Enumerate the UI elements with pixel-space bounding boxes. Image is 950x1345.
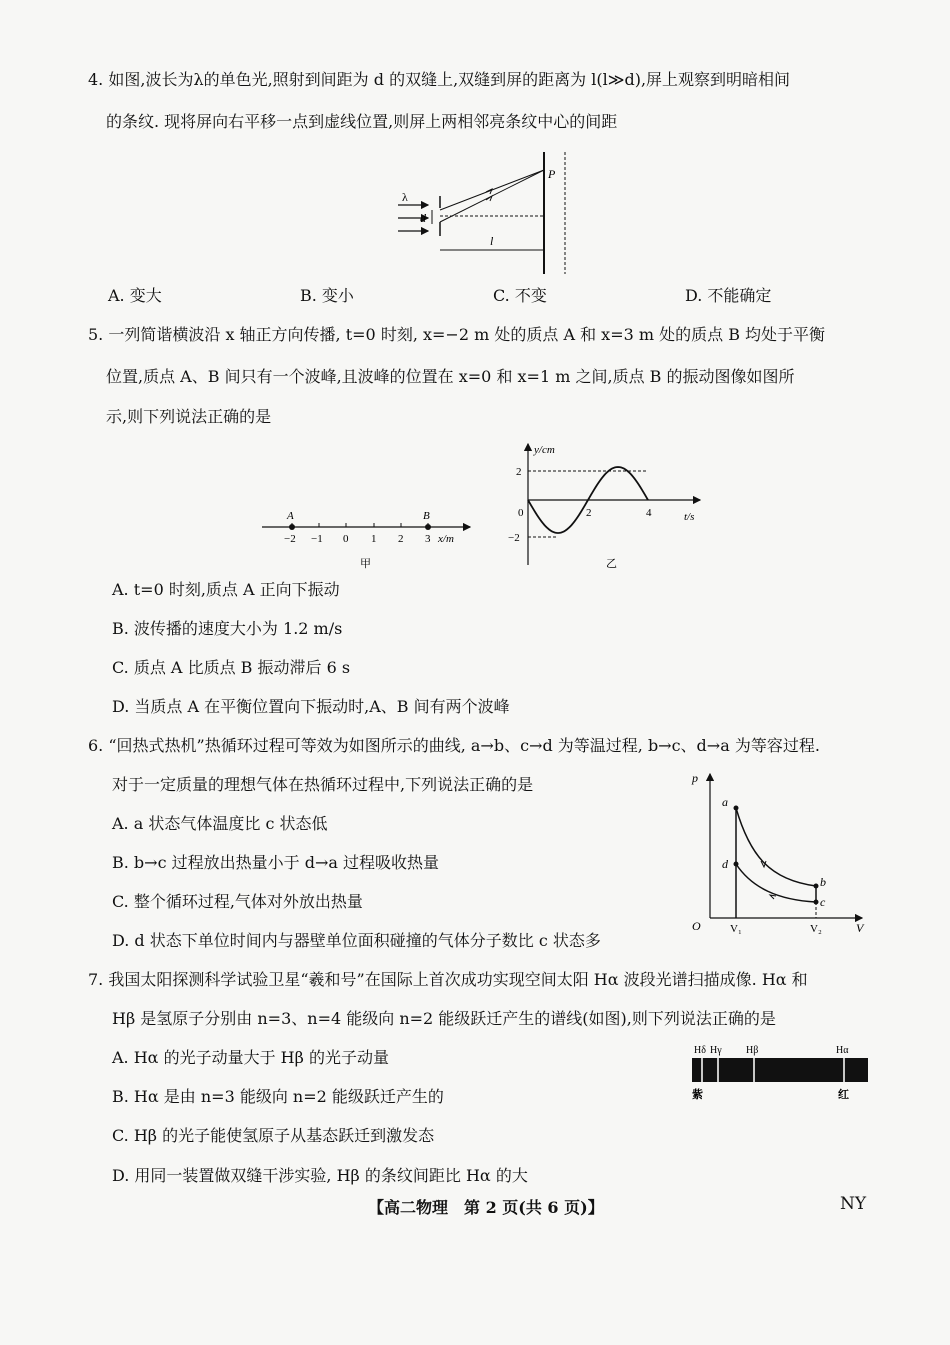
- q5-yi-y-bottom: −2: [508, 532, 520, 544]
- q7-stem-line2: Hβ 是氢原子分别由 n=3、n=4 能级向 n=2 能级跃迁产生的谱线(如图),则下列说法正确的是: [112, 1009, 776, 1028]
- q5-yi-y-label: y/cm: [534, 444, 555, 456]
- q4-l-label: l: [490, 234, 494, 248]
- q7-stem-line1: 7. 我国太阳探测科学试验卫星“羲和号”在国际上首次成功实现空间太阳 Hα 波段光谱扫描成像. Hα 和: [88, 970, 808, 989]
- q4-option-d: D. 不能确定: [685, 286, 772, 305]
- q6-state-b: b: [820, 875, 826, 889]
- q7-option-a: A. Hα 的光子动量大于 Hβ 的光子动量: [112, 1048, 389, 1067]
- q6-state-c: c: [820, 895, 826, 909]
- q5-stem-line1: 5. 一列简谐横波沿 x 轴正方向传播, t=0 时刻, x=−2 m 处的质点 A 和 x=3 m 处的质点 B 均处于平衡: [88, 325, 826, 344]
- q6-origin: O: [692, 919, 701, 933]
- page-footer-label: 【高二物理 第 2 页(共 6 页)】: [368, 1198, 604, 1217]
- q6-stem-line1: 6. “回热式热机”热循环过程可等效为如图所示的曲线, a→b、c→d 为等温过程, b→c、d→a 为等容过程.: [88, 736, 820, 755]
- q7-h-delta: Hδ: [694, 1045, 706, 1056]
- q7-option-c: C. Hβ 的光子能使氢原子从基态跃迁到激发态: [112, 1126, 435, 1145]
- q5-jia-tick: 0: [343, 533, 349, 545]
- q4-option-a: A. 变大: [108, 286, 162, 305]
- q6-stem-line2: 对于一定质量的理想气体在热循环过程中,下列说法正确的是: [112, 775, 534, 794]
- q5-option-b: B. 波传播的速度大小为 1.2 m/s: [112, 619, 343, 638]
- q5-yi-t4: 4: [646, 507, 652, 519]
- q6-p-axis: p: [692, 771, 698, 785]
- q4-d-label: d: [420, 211, 426, 225]
- q5-jia-axis-label: x/m: [438, 533, 454, 545]
- q5-jia-tick: −2: [284, 533, 296, 545]
- q5-stem-line3: 示,则下列说法正确的是: [106, 407, 272, 426]
- q4-stem-line1: 4. 如图,波长为λ的单色光,照射到间距为 d 的双缝上,双缝到屏的距离为 l(l≫d),屏上观察到明暗相间: [88, 70, 791, 89]
- q6-state-d: d: [722, 857, 728, 871]
- q7-h-alpha: Hα: [836, 1045, 849, 1056]
- q6-isotherm-cd: [736, 864, 816, 902]
- q4-p-label: P: [548, 167, 556, 181]
- q5-figure-yi: [502, 440, 712, 575]
- q5-yi-t2: 2: [586, 507, 592, 519]
- q4-lambda-label: λ: [402, 190, 408, 204]
- q6-option-c: C. 整个循环过程,气体对外放出热量: [112, 892, 363, 911]
- q5-yi-t-label: t/s: [684, 511, 695, 523]
- q5-yi-caption: 乙: [606, 558, 617, 570]
- q5-jia-tick: 1: [371, 533, 377, 545]
- q7-option-d: D. 用同一装置做双缝干涉实验, Hβ 的条纹间距比 Hα 的大: [112, 1166, 528, 1185]
- q6-v2-label: V₂: [810, 923, 822, 935]
- q7-violet-label: 紫: [692, 1089, 703, 1101]
- q5-jia-tick: −1: [311, 533, 323, 545]
- paper-code: NY: [840, 1194, 867, 1214]
- q5-jia-tick: 3: [425, 533, 431, 545]
- q6-option-a: A. a 状态气体温度比 c 状态低: [112, 814, 328, 833]
- q7-h-beta: Hβ: [746, 1045, 759, 1056]
- q5-option-a: A. t=0 时刻,质点 A 正向下振动: [112, 580, 340, 599]
- q5-yi-origin: 0: [518, 507, 524, 519]
- q5-jia-point-b: B: [423, 510, 430, 522]
- q5-yi-y-top: 2: [516, 466, 522, 478]
- q5-jia-caption: 甲: [360, 558, 371, 570]
- q7-spectrum-figure: [688, 1040, 878, 1104]
- q7-red-label: 红: [838, 1089, 849, 1101]
- q6-v-axis: V: [856, 921, 864, 935]
- q4-double-slit-figure: [390, 148, 580, 278]
- q5-jia-tick: 2: [398, 533, 404, 545]
- q5-stem-line2: 位置,质点 A、B 间只有一个波峰,且波峰的位置在 x=0 和 x=1 m 之间,质点 B 的振动图像如图所: [106, 367, 795, 386]
- q4-option-c: C. 不变: [493, 286, 547, 305]
- q6-option-d: D. d 状态下单位时间内与器壁单位面积碰撞的气体分子数比 c 状态多: [112, 931, 601, 950]
- q5-jia-point-a: A: [287, 510, 294, 522]
- q5-figure-jia: [258, 505, 478, 575]
- q6-pv-diagram: [688, 768, 868, 938]
- q6-v1-label: V₁: [730, 923, 742, 935]
- q7-h-gamma: Hγ: [710, 1045, 722, 1056]
- q5-option-c: C. 质点 A 比质点 B 振动滞后 6 s: [112, 658, 351, 677]
- q4-option-b: B. 变小: [300, 286, 354, 305]
- q4-stem-line2: 的条纹. 现将屏向右平移一点到虚线位置,则屏上两相邻亮条纹中心的间距: [106, 112, 618, 131]
- q6-isotherm-ab: [736, 808, 816, 886]
- q6-option-b: B. b→c 过程放出热量小于 d→a 过程吸收热量: [112, 853, 439, 872]
- q7-option-b: B. Hα 是由 n=3 能级向 n=2 能级跃迁产生的: [112, 1087, 444, 1106]
- q6-state-a: a: [722, 795, 728, 809]
- q5-option-d: D. 当质点 A 在平衡位置向下振动时,A、B 间有两个波峰: [112, 697, 510, 716]
